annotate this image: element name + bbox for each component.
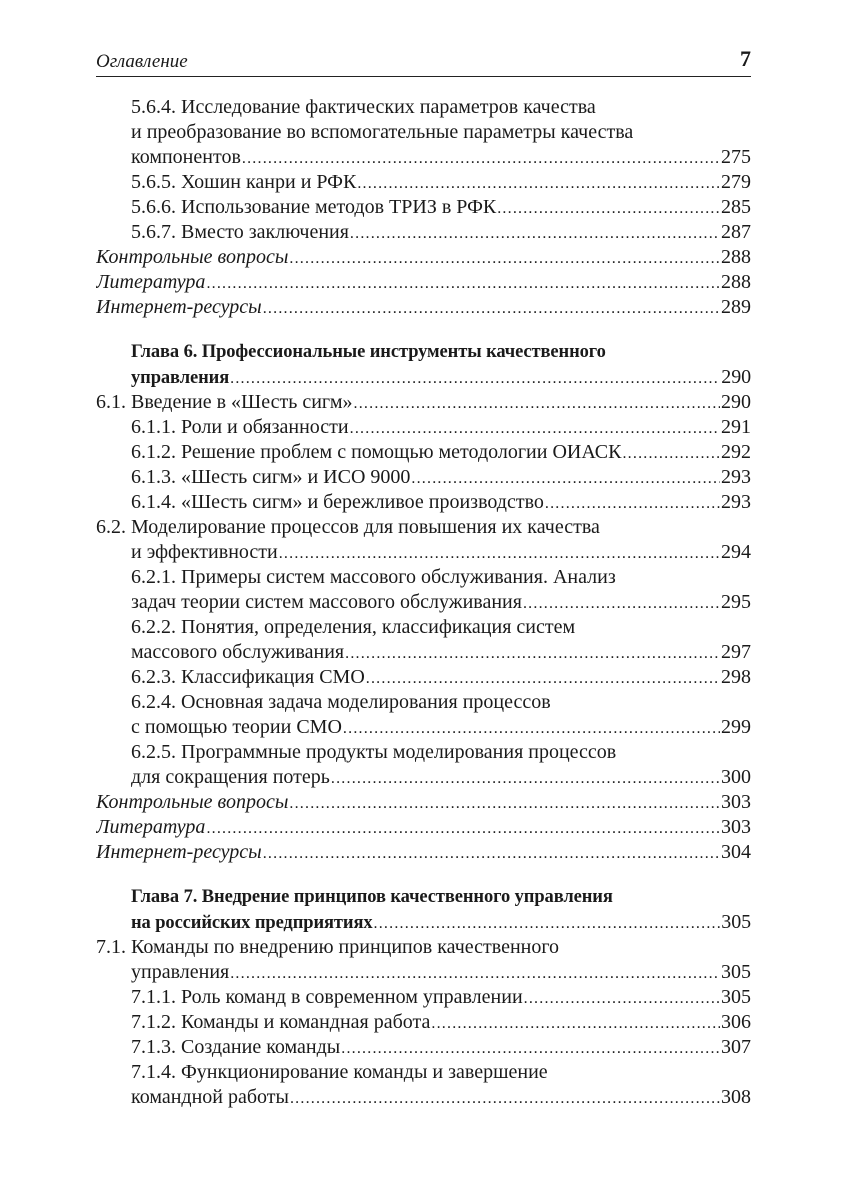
toc-entry [96,415,751,440]
toc-page-ref: 275 [721,146,751,168]
toc-page-ref: 293 [721,491,751,513]
toc-entry-title: управления [131,366,229,390]
toc-entry [96,1010,751,1035]
spacer [96,865,751,885]
toc-entry [96,365,751,390]
dot-leader [545,491,720,515]
chapter-title: Глава 6. Профессиональные инструменты качественного [131,342,606,362]
toc-entry [96,590,751,615]
dot-leader [206,816,720,840]
toc-entry-text: 5.6.4. Исследование фактических параметров качества [131,96,596,118]
toc-entry-title: 5.6.6. Использование методов ТРИЗ в РФК [131,196,497,218]
toc-page-ref: 288 [721,246,751,268]
toc-page-ref: 293 [721,466,751,488]
toc-entry [96,145,751,170]
toc-page-ref: 285 [721,196,751,218]
toc-entry [96,790,751,815]
toc-page-ref: 288 [721,271,751,293]
spacer [96,320,751,340]
toc-entry-title: 6.1.1. Роли и обязанности [131,416,349,438]
toc-entry [96,465,751,490]
toc-page-ref: 300 [721,766,751,788]
toc-page-ref: 305 [721,961,751,983]
dot-leader [374,911,721,935]
dot-leader [343,716,720,740]
dot-leader [230,366,720,390]
toc-entry-text: и преобразование во вспомогательные параметры качества [131,121,634,143]
dot-leader [345,641,720,665]
toc-entry [96,640,751,665]
toc-entry [96,270,751,295]
toc-entry-title: Литература [96,271,206,293]
toc-page-ref: 308 [721,1086,751,1108]
dot-leader [431,1011,720,1035]
toc-entry-title: Контрольные вопросы [96,791,289,813]
toc-page-ref: 279 [721,171,751,193]
toc-entry [96,220,751,245]
toc-entry-title: Контрольные вопросы [96,246,289,268]
toc-entry-title: Литература [96,816,206,838]
toc-page-ref: 294 [721,541,751,563]
page-header [96,44,751,77]
dot-leader [263,296,720,320]
dot-leader [341,1036,720,1060]
toc-entry [96,1085,751,1110]
toc-entry [96,170,751,195]
toc-entry [96,910,751,935]
toc-page-ref: 304 [721,841,751,863]
toc-entry [96,960,751,985]
dot-leader [290,1086,720,1110]
dot-leader [357,171,720,195]
toc-entry-title: массового обслуживания [131,641,345,663]
toc-entry [96,665,751,690]
toc-page-ref: 307 [721,1036,751,1058]
toc-page-ref: 297 [721,641,751,663]
toc-entry-title: 6.1.4. «Шесть сигм» и бережливое производство [131,491,544,513]
toc-entry-title: задач теории систем массового обслуживания [131,591,522,613]
toc-entry-title: 5.6.7. Вместо заключения [131,221,349,243]
toc-entry [96,815,751,840]
toc-entry [96,295,751,320]
toc-entry [96,765,751,790]
toc-entry-title: 7.1.2. Команды и командная работа [131,1011,431,1033]
toc-page-ref: 299 [721,716,751,738]
chapter-title: Глава 7. Внедрение принципов качественного управления [131,887,613,907]
toc-entry-title: 6.1.3. «Шесть сигм» и ИСО 9000 [131,466,411,488]
dot-leader [263,841,720,865]
toc-entry-title: 5.6.5. Хошин канри и РФК [131,171,357,193]
toc-page-ref: 305 [721,986,751,1008]
toc-page-ref: 305 [721,911,751,933]
toc-entry-title: Интернет-ресурсы [96,841,262,863]
toc-page-ref: 290 [721,366,751,388]
running-title: Оглавление [96,51,188,72]
toc-page-ref: 287 [721,221,751,243]
toc-entry-text: 7.1. Команды по внедрению принципов качественного [96,936,560,958]
dot-leader [366,666,720,690]
toc-page-ref: 291 [721,416,751,438]
dot-leader [523,591,720,615]
toc-entry [96,440,751,465]
toc-entry-title: 6.1. Введение в «Шесть сигм» [96,391,353,413]
toc-entry-title: на российских предприятиях [131,911,373,935]
toc-entry [96,715,751,740]
toc-entry-title: и эффективности [131,541,278,563]
toc-entry-title: 7.1.1. Роль команд в современном управлении [131,986,523,1008]
toc-entry-title: Интернет-ресурсы [96,296,262,318]
toc-entry-text: 6.2.2. Понятия, определения, классификация систем [131,616,576,638]
toc-entry [96,490,751,515]
toc-page-ref: 290 [721,391,751,413]
dot-leader [206,271,720,295]
toc-entry-text: 6.2. Моделирование процессов для повышения их качества [96,516,600,538]
toc-entry-title: для сокращения потерь [131,766,330,788]
dot-leader [524,986,720,1010]
toc-entry [96,840,751,865]
dot-leader [354,391,720,415]
toc-entry-text: 6.2.1. Примеры систем массового обслуживания. Анализ [131,566,616,588]
page-number: 7 [740,46,751,71]
toc-page-ref: 306 [721,1011,751,1033]
toc-entry-title: управления [131,961,230,983]
toc-entry [96,540,751,565]
toc-entry-text: 6.2.4. Основная задача моделирования процессов [131,691,551,713]
toc-page-ref: 303 [721,816,751,838]
toc-entry-text: 6.2.5. Программные продукты моделирования процессов [131,741,617,763]
toc-page-ref: 295 [721,591,751,613]
dot-leader [622,441,720,465]
toc-entry [96,985,751,1010]
toc-page-ref: 289 [721,296,751,318]
toc-page-ref: 292 [721,441,751,463]
toc-entry-title: командной работы [131,1086,289,1108]
toc-page-ref: 303 [721,791,751,813]
dot-leader [350,416,720,440]
toc-page-ref: 298 [721,666,751,688]
toc-entry [96,245,751,270]
toc-entry-text: 7.1.4. Функционирование команды и завершение [131,1061,548,1083]
toc-entry-title: с помощью теории СМО [131,716,342,738]
toc-entry-title: 7.1.3. Создание команды [131,1036,341,1058]
dot-leader [289,246,720,270]
dot-leader [411,466,720,490]
dot-leader [230,961,720,985]
toc-entry [96,390,751,415]
toc-entry-title: компонентов [131,146,241,168]
toc-entry-title: 6.2.3. Классификация СМО [131,666,365,688]
dot-leader [331,766,720,790]
toc-entry-title: 6.1.2. Решение проблем с помощью методологии ОИАСК [131,441,622,463]
toc-entry [96,195,751,220]
dot-leader [350,221,720,245]
dot-leader [242,146,720,170]
dot-leader [497,196,720,220]
toc-entry [96,1035,751,1060]
dot-leader [279,541,720,565]
dot-leader [289,791,720,815]
table-of-contents [96,95,751,1110]
